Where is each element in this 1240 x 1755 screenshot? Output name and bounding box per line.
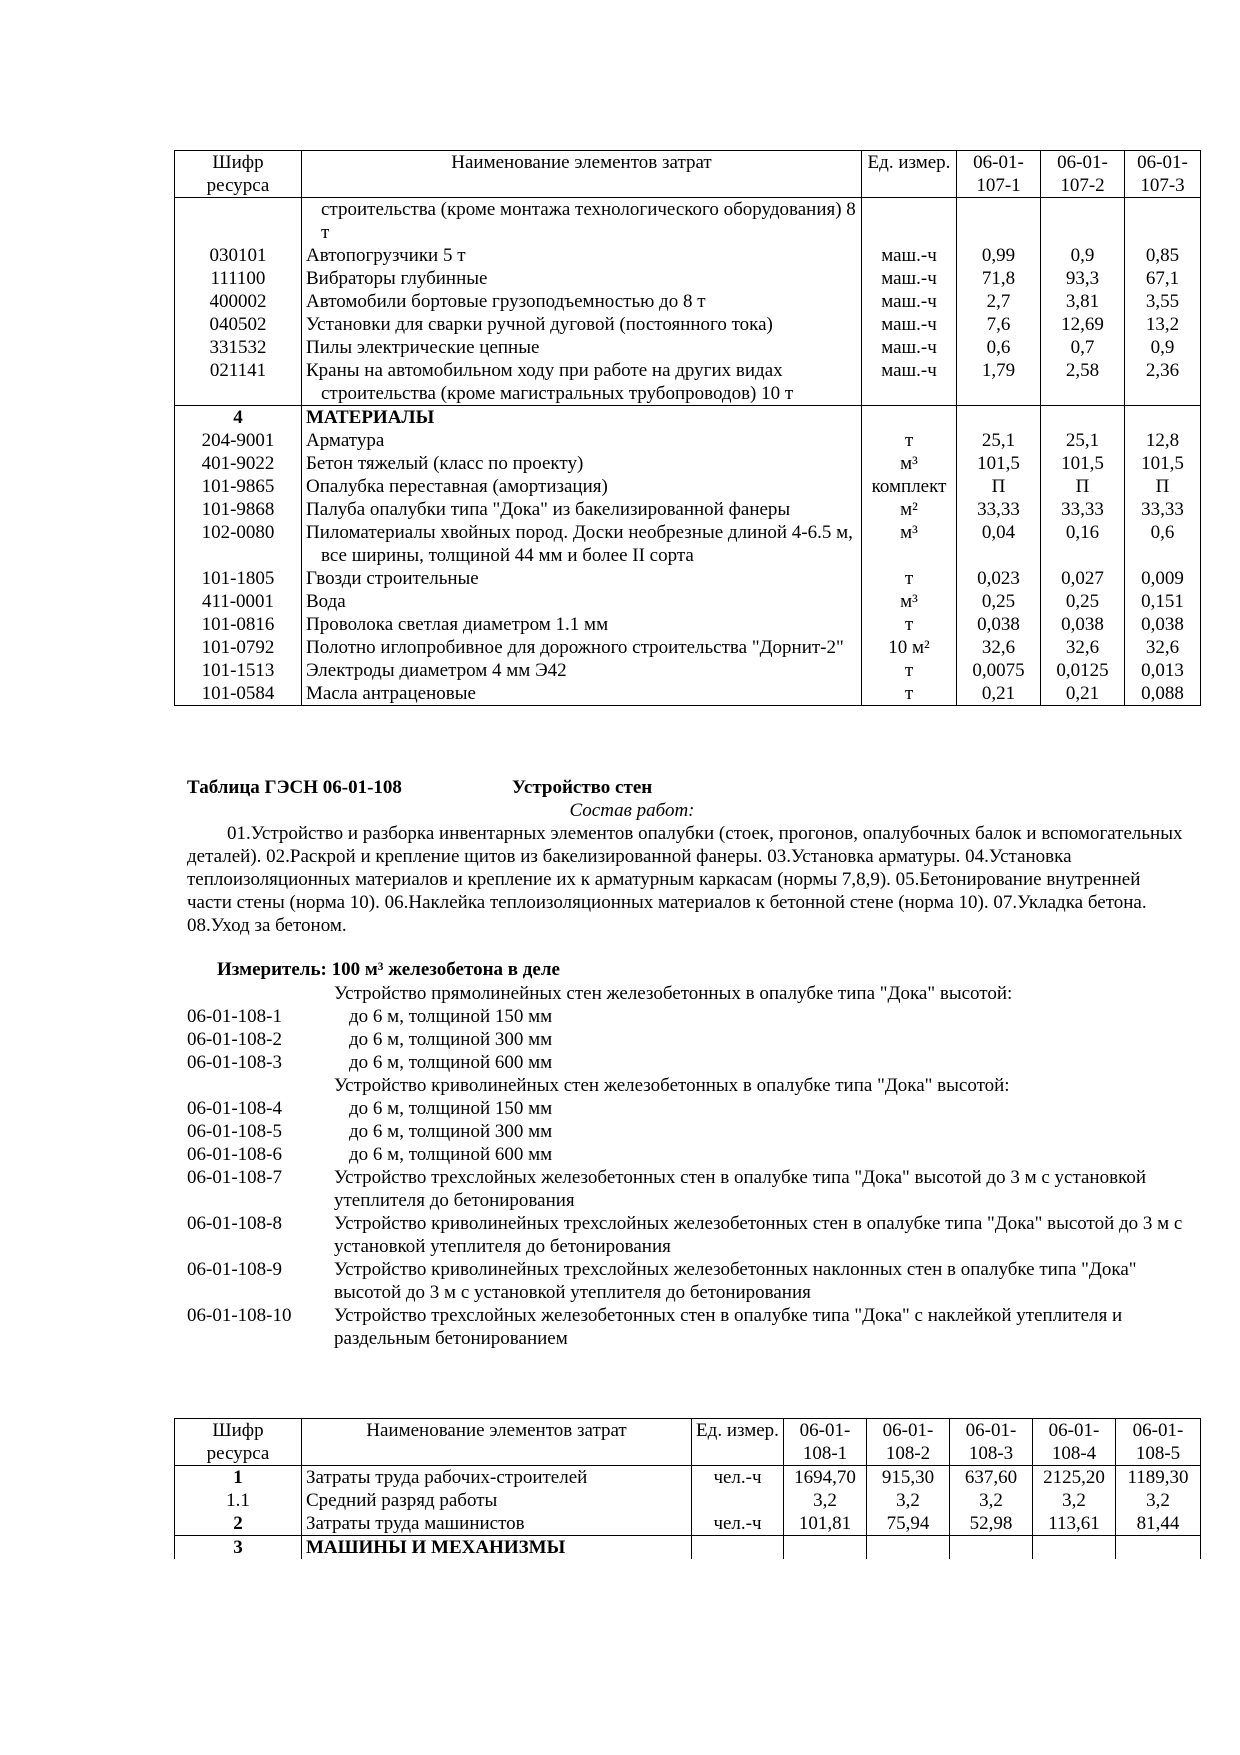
item-code: 06-01-108-3 — [187, 1052, 282, 1073]
item-code: 06-01-108-5 — [187, 1121, 282, 1142]
row-unit: чел.-ч — [692, 1466, 784, 1490]
row-value-1: 0,99 — [957, 244, 1041, 267]
item-text: Устройство трехслойных железобетонных стен в опалубке типа "Дока" с наклейкой утеплителя и раздельным бетонированием — [334, 1305, 1123, 1349]
row-name: Полотно иглопробивное для дорожного строительства "Дорнит-2" — [306, 637, 844, 658]
row-value-1: 71,8 — [957, 267, 1041, 290]
header-code: Шифр ресурса — [175, 151, 302, 198]
section-row — [175, 406, 1201, 430]
works-text: 01.Устройство и разборка инвентарных элементов опалубки (стоек, прогонов, опалубочных балок и вспомогательных деталей). 02.Раскрой и крепление щитов из бакелизированной фанеры. 03.Установка арматуры. 04.Установка теплоизоляционных материалов и крепление их к арматурным каркасам (нормы 7,8,9). 05.Бетонирование внутренней части стены (норма 10). 06.Наклейка теплоизоляционных материалов к бетонной стене (норма 10). 07.Укладка бетона. 08.Уход за бетоном. — [187, 823, 1183, 936]
header-col-4: 06-01-108-4 — [1033, 1419, 1116, 1466]
row-name: Вода — [306, 591, 346, 612]
row-name: Установки для сварки ручной дуговой (постоянного тока) — [306, 314, 773, 335]
row-code: 111100 — [175, 267, 302, 290]
row-value-1: 101,81 — [784, 1512, 867, 1536]
row-value-2: П — [1041, 475, 1125, 498]
table-title — [187, 776, 653, 799]
row-name: Краны на автомобильном ходу при работе на других видах строительства (кроме магистральных трубопроводов) 10 т — [306, 360, 794, 404]
row-value-1: 33,33 — [957, 498, 1041, 521]
row-code: 101-1805 — [175, 567, 302, 590]
row-value-1: 0,04 — [957, 521, 1041, 567]
continued-name: строительства (кроме монтажа технологического оборудования) 8 т — [321, 199, 856, 243]
table-row — [175, 475, 1201, 498]
header-col-2: 06-01-108-2 — [867, 1419, 950, 1466]
table-label: Таблица ГЭСН 06-01-108 — [187, 777, 402, 798]
row-value-3: 0,9 — [1125, 336, 1201, 359]
resources-table-108 — [174, 1418, 1201, 1559]
row-value-3: 52,98 — [950, 1512, 1033, 1536]
header-col-3: 06-01-108-3 — [950, 1419, 1033, 1466]
table-row — [175, 452, 1201, 475]
row-value-3: 12,8 — [1125, 429, 1201, 452]
list-item — [187, 1005, 1197, 1028]
group-2-title: Устройство криволинейных стен железобетонных в опалубке типа "Дока" высотой: — [334, 1075, 1010, 1096]
item-code: 06-01-108-9 — [187, 1259, 282, 1280]
section-title: МАШИНЫ И МЕХАНИЗМЫ — [302, 1536, 692, 1560]
row-code: 2 — [175, 1512, 302, 1536]
item-text: до 6 м, толщиной 150 мм — [349, 1098, 553, 1119]
item-code: 06-01-108-4 — [187, 1098, 282, 1119]
row-unit: м² — [862, 498, 957, 521]
table-row — [175, 1466, 1201, 1490]
group-heading — [187, 1074, 1197, 1097]
item-text: до 6 м, толщиной 600 мм — [349, 1144, 553, 1165]
row-value-2: 0,0125 — [1041, 659, 1125, 682]
table-row — [175, 429, 1201, 452]
row-value-4: 3,2 — [1033, 1489, 1116, 1512]
row-value-1: 0,21 — [957, 682, 1041, 706]
norm-variants-list — [187, 982, 1197, 1350]
row-value-1: 0,6 — [957, 336, 1041, 359]
row-value-1: 2,7 — [957, 290, 1041, 313]
item-code: 06-01-108-2 — [187, 1029, 282, 1050]
row-value-3: 32,6 — [1125, 636, 1201, 659]
header-unit: Ед. измер. — [692, 1419, 784, 1466]
row-unit: комплект — [862, 475, 957, 498]
table-row — [175, 613, 1201, 636]
table-subject: Устройство стен — [512, 777, 653, 798]
header-col-1: 06-01-107-1 — [957, 151, 1041, 198]
table-row — [175, 1512, 1201, 1536]
row-value-1: 101,5 — [957, 452, 1041, 475]
row-value-3: 3,2 — [950, 1489, 1033, 1512]
row-value-2: 3,81 — [1041, 290, 1125, 313]
row-value-2: 93,3 — [1041, 267, 1125, 290]
row-value-1: 7,6 — [957, 313, 1041, 336]
row-value-3: 0,038 — [1125, 613, 1201, 636]
row-code: 101-0584 — [175, 682, 302, 706]
row-value-2: 0,16 — [1041, 521, 1125, 567]
item-code: 06-01-108-8 — [187, 1213, 282, 1234]
row-value-3: 0,85 — [1125, 244, 1201, 267]
row-unit: маш.-ч — [862, 267, 957, 290]
row-value-5: 81,44 — [1116, 1512, 1201, 1536]
row-value-2: 915,30 — [867, 1466, 950, 1490]
row-name: Опалубка переставная (амортизация) — [306, 476, 608, 497]
row-name: Вибраторы глубинные — [306, 268, 488, 289]
item-code: 06-01-108-6 — [187, 1144, 282, 1165]
header-col-5: 06-01-108-5 — [1116, 1419, 1201, 1466]
row-value-2: 0,21 — [1041, 682, 1125, 706]
item-text: до 6 м, толщиной 300 мм — [349, 1121, 553, 1142]
row-name: Пилы электрические цепные — [306, 337, 540, 358]
row-value-1: 32,6 — [957, 636, 1041, 659]
row-unit: т — [862, 429, 957, 452]
item-text: Устройство трехслойных железобетонных стен в опалубке типа "Дока" высотой до 3 м с установкой утеплителя до бетонирования — [334, 1167, 1146, 1211]
row-name: Электроды диаметром 4 мм Э42 — [306, 660, 567, 681]
list-item — [187, 1258, 1197, 1304]
table-row — [175, 290, 1201, 313]
row-code: 102-0080 — [175, 521, 302, 567]
table-row — [175, 659, 1201, 682]
row-value-3: 0,088 — [1125, 682, 1201, 706]
row-value-5: 3,2 — [1116, 1489, 1201, 1512]
section-row — [175, 1536, 1201, 1560]
row-value-3: 2,36 — [1125, 359, 1201, 406]
list-item — [187, 1166, 1197, 1212]
row-value-2: 33,33 — [1041, 498, 1125, 521]
row-value-2: 0,25 — [1041, 590, 1125, 613]
row-name: Затраты труда рабочих-строителей — [302, 1466, 692, 1490]
table-row — [175, 1489, 1201, 1512]
row-value-3: 13,2 — [1125, 313, 1201, 336]
row-value-4: 2125,20 — [1033, 1466, 1116, 1490]
works-description — [187, 822, 1187, 937]
row-name: Средний разряд работы — [302, 1489, 692, 1512]
row-value-1: 3,2 — [784, 1489, 867, 1512]
row-value-3: 0,151 — [1125, 590, 1201, 613]
row-value-1: 0,023 — [957, 567, 1041, 590]
row-name: Гвозди строительные — [306, 568, 479, 589]
row-name: Палуба опалубки типа "Дока" из бакелизированной фанеры — [306, 499, 791, 520]
row-code: 040502 — [175, 313, 302, 336]
row-value-3: 101,5 — [1125, 452, 1201, 475]
header-col-2: 06-01-107-2 — [1041, 151, 1125, 198]
row-value-1: 0,0075 — [957, 659, 1041, 682]
row-unit: маш.-ч — [862, 359, 957, 406]
item-code: 06-01-108-1 — [187, 1006, 282, 1027]
row-value-3: 67,1 — [1125, 267, 1201, 290]
row-value-3: 0,6 — [1125, 521, 1201, 567]
row-code: 1.1 — [175, 1489, 302, 1512]
table-row — [175, 521, 1201, 567]
table-row — [175, 267, 1201, 290]
section-title: МАТЕРИАЛЫ — [302, 406, 862, 430]
row-value-2: 12,69 — [1041, 313, 1125, 336]
row-value-1: 1,79 — [957, 359, 1041, 406]
row-name: Бетон тяжелый (класс по проекту) — [306, 453, 584, 474]
item-text: до 6 м, толщиной 150 мм — [349, 1006, 553, 1027]
row-name: Проволока светлая диаметром 1.1 мм — [306, 614, 609, 635]
list-item — [187, 1051, 1197, 1074]
row-value-2: 0,9 — [1041, 244, 1125, 267]
list-item — [187, 1304, 1197, 1350]
row-value-2: 3,2 — [867, 1489, 950, 1512]
row-code: 101-0816 — [175, 613, 302, 636]
row-value-2: 75,94 — [867, 1512, 950, 1536]
row-code: 204-9001 — [175, 429, 302, 452]
header-unit: Ед. измер. — [862, 151, 957, 198]
row-name: Автомобили бортовые грузоподъемностью до 8 т — [306, 291, 706, 312]
section-code: 3 — [175, 1536, 302, 1560]
row-value-2: 2,58 — [1041, 359, 1125, 406]
meter-line: Измеритель: 100 м³ железобетона в деле — [217, 959, 560, 980]
row-code: 021141 — [175, 359, 302, 406]
row-code: 030101 — [175, 244, 302, 267]
list-item — [187, 1212, 1197, 1258]
composition-title: Состав работ: — [569, 800, 695, 821]
row-unit: т — [862, 682, 957, 706]
row-code: 101-9865 — [175, 475, 302, 498]
row-value-3: 33,33 — [1125, 498, 1201, 521]
header-col-3: 06-01-107-3 — [1125, 151, 1201, 198]
row-value-3: 0,013 — [1125, 659, 1201, 682]
row-unit: маш.-ч — [862, 336, 957, 359]
resources-table-107 — [174, 150, 1201, 706]
list-item — [187, 1097, 1197, 1120]
row-unit: м³ — [862, 521, 957, 567]
row-unit: м³ — [862, 452, 957, 475]
row-value-2: 0,038 — [1041, 613, 1125, 636]
row-value-3: 637,60 — [950, 1466, 1033, 1490]
header-code: Шифр ресурса — [175, 1419, 302, 1466]
list-item — [187, 1028, 1197, 1051]
row-value-2: 32,6 — [1041, 636, 1125, 659]
row-value-2: 0,7 — [1041, 336, 1125, 359]
group-1-title: Устройство прямолинейных стен железобетонных в опалубке типа "Дока" высотой: — [334, 983, 1013, 1004]
header-name: Наименование элементов затрат — [302, 1419, 692, 1466]
row-value-2: 0,027 — [1041, 567, 1125, 590]
row-unit — [692, 1489, 784, 1512]
table-row — [175, 567, 1201, 590]
item-code: 06-01-108-7 — [187, 1167, 282, 1188]
row-value-3: 0,009 — [1125, 567, 1201, 590]
item-text: до 6 м, толщиной 600 мм — [349, 1052, 553, 1073]
item-text: Устройство криволинейных трехслойных железобетонных стен в опалубке типа "Дока" высотой до 3 м с установкой утеплителя до бетонирования — [334, 1213, 1183, 1257]
row-code: 411-0001 — [175, 590, 302, 613]
row-name: Затраты труда машинистов — [302, 1512, 692, 1536]
row-unit: м³ — [862, 590, 957, 613]
table-header-row — [175, 151, 1201, 198]
row-unit: чел.-ч — [692, 1512, 784, 1536]
item-text: Устройство криволинейных трехслойных железобетонных наклонных стен в опалубке типа "Дока" высотой до 3 м с установкой утеплителя до бетонирования — [334, 1259, 1137, 1303]
group-heading — [187, 982, 1197, 1005]
table-row — [175, 244, 1201, 267]
row-name: Арматура — [306, 430, 385, 451]
row-code: 401-9022 — [175, 452, 302, 475]
table-row — [175, 336, 1201, 359]
row-value-5: 1189,30 — [1116, 1466, 1201, 1490]
list-item — [187, 1143, 1197, 1166]
row-code: 331532 — [175, 336, 302, 359]
table-row — [175, 359, 1201, 406]
table-row — [175, 590, 1201, 613]
row-code: 1 — [175, 1466, 302, 1490]
row-unit: т — [862, 567, 957, 590]
row-code: 101-1513 — [175, 659, 302, 682]
item-code: 06-01-108-10 — [187, 1305, 292, 1326]
table-row — [175, 313, 1201, 336]
row-value-1: П — [957, 475, 1041, 498]
row-unit: 10 м² — [862, 636, 957, 659]
row-value-4: 113,61 — [1033, 1512, 1116, 1536]
row-name: Масла антраценовые — [306, 683, 476, 704]
section-code: 4 — [175, 406, 302, 430]
row-unit: т — [862, 613, 957, 636]
row-value-1: 1694,70 — [784, 1466, 867, 1490]
row-name: Автопогрузчики 5 т — [306, 245, 466, 266]
table-header-row — [175, 1419, 1201, 1466]
row-unit: т — [862, 659, 957, 682]
table-row — [175, 636, 1201, 659]
row-value-3: П — [1125, 475, 1201, 498]
row-code: 101-9868 — [175, 498, 302, 521]
item-text: до 6 м, толщиной 300 мм — [349, 1029, 553, 1050]
header-col-1: 06-01-108-1 — [784, 1419, 867, 1466]
table-row — [175, 198, 1201, 245]
table-row — [175, 682, 1201, 706]
table-row — [175, 498, 1201, 521]
row-value-2: 101,5 — [1041, 452, 1125, 475]
row-value-3: 3,55 — [1125, 290, 1201, 313]
row-value-2: 25,1 — [1041, 429, 1125, 452]
row-code: 400002 — [175, 290, 302, 313]
row-code: 101-0792 — [175, 636, 302, 659]
row-name: Пиломатериалы хвойных пород. Доски необрезные длиной 4-6.5 м, все ширины, толщиной 44 мм и более II сорта — [306, 522, 853, 566]
row-unit: маш.-ч — [862, 290, 957, 313]
row-unit: маш.-ч — [862, 244, 957, 267]
list-item — [187, 1120, 1197, 1143]
row-value-1: 0,25 — [957, 590, 1041, 613]
row-value-1: 0,038 — [957, 613, 1041, 636]
row-unit: маш.-ч — [862, 313, 957, 336]
header-name: Наименование элементов затрат — [302, 151, 862, 198]
row-value-1: 25,1 — [957, 429, 1041, 452]
